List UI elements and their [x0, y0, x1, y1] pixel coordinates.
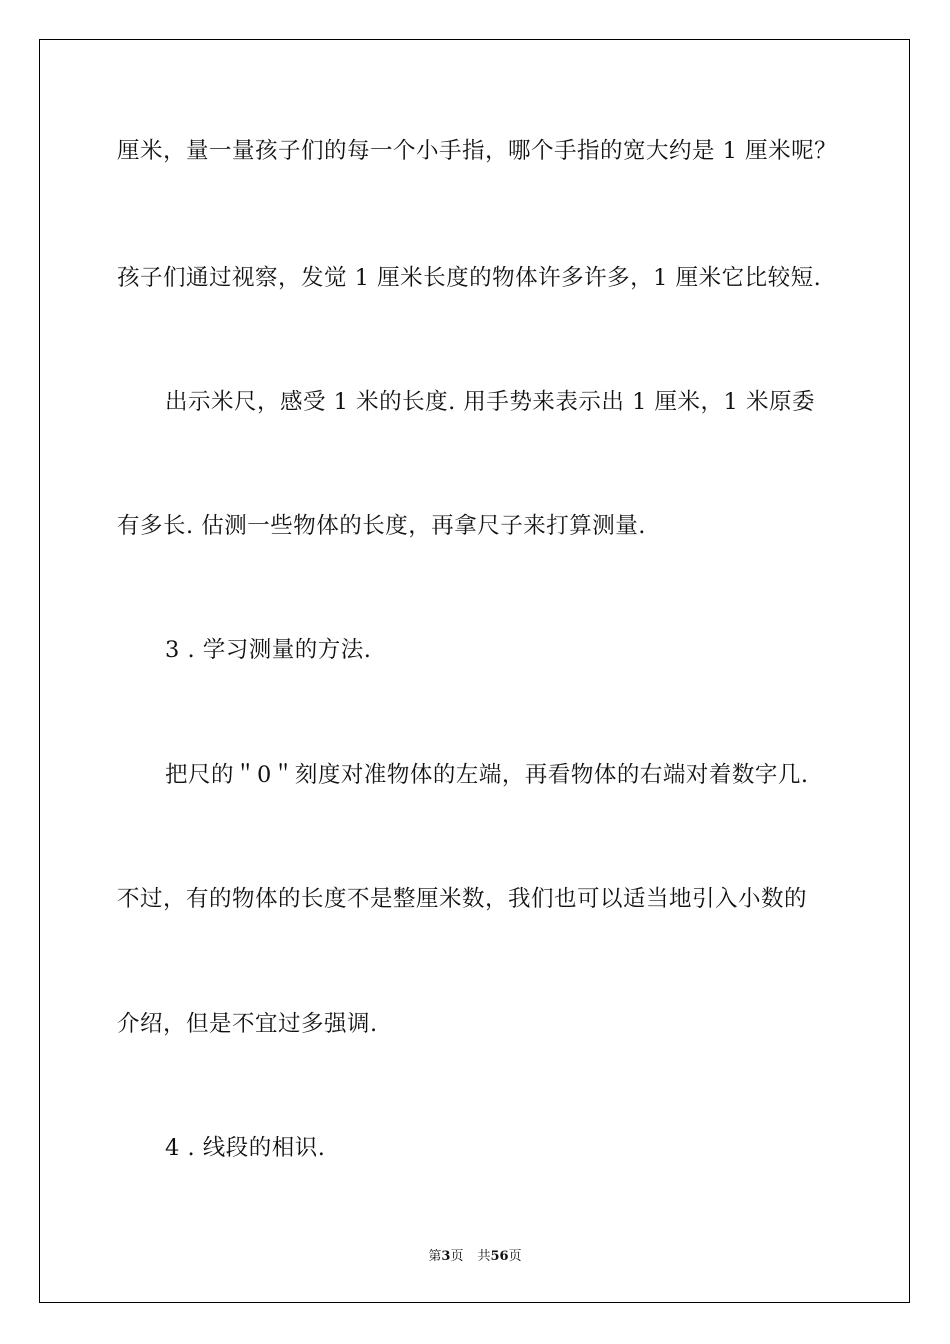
total-prefix: 共: [477, 1249, 491, 1264]
total-suffix: 页: [508, 1249, 522, 1264]
text-line-8: 介绍，但是不宜过多强调.: [117, 1011, 378, 1037]
total-pages: 56: [490, 1249, 509, 1264]
text-line-2: 孩子们通过视察，发觉 1 厘米长度的物体许多许多，1 厘米它比较短.: [117, 265, 822, 291]
text-line-6: 把尺的＂0＂刻度对准物体的左端，再看物体的右端对着数字几.: [165, 762, 809, 788]
text-line-7: 不过，有的物体的长度不是整厘米数，我们也可以适当地引入小数的: [117, 886, 808, 912]
page-border: [39, 39, 910, 1303]
text-line-4: 有多长. 估测一些物体的长度，再拿尺子来打算测量.: [117, 513, 646, 539]
text-line-3: 出示米尺，感受 1 米的长度. 用手势来表示出 1 厘米，1 米原委: [165, 389, 816, 415]
page-number: 3: [441, 1249, 451, 1264]
text-line-1: 厘米，量一量孩子们的每一个小手指，哪个手指的宽大约是 1 厘米呢？: [117, 138, 838, 164]
page-prefix: 第: [428, 1249, 442, 1264]
page-suffix: 页: [450, 1249, 464, 1264]
section-heading-3: 3 . 学习测量的方法.: [165, 637, 372, 663]
page-footer: [0, 1248, 950, 1266]
section-heading-4: 4 . 线段的相识.: [165, 1135, 326, 1161]
